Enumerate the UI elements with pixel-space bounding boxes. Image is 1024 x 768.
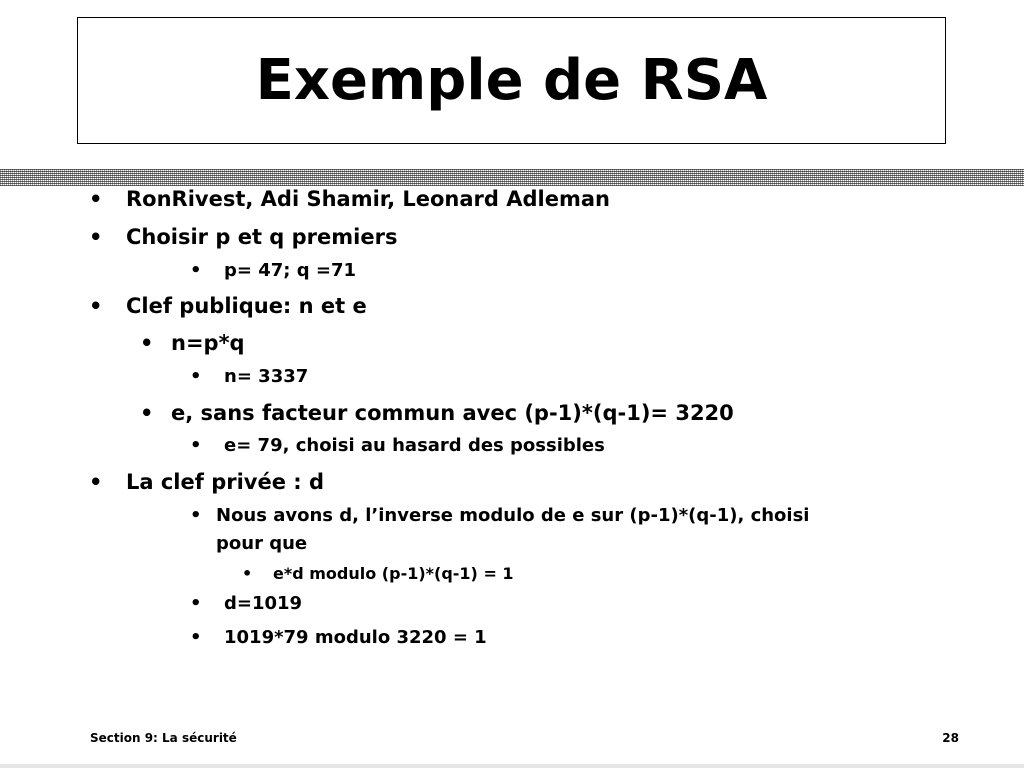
footer-section-label: Section 9: La sécurité (90, 731, 237, 745)
bullet-text-inverse-modulo-continued: pour que (216, 533, 308, 554)
bullet-icon: • (190, 627, 202, 648)
bullet-icon: • (89, 470, 103, 494)
bullet-text-n-value: n= 3337 (224, 366, 309, 387)
bullet-icon: • (89, 225, 103, 249)
bullet-text-d-value: d=1019 (224, 593, 303, 614)
bullet-text-public-key: Clef publique: n et e (126, 294, 367, 318)
bottom-edge (0, 764, 1024, 768)
bullet-text-ed-condition: e*d modulo (p-1)*(q-1) = 1 (273, 564, 514, 583)
slide-title: Exemple de RSA (255, 47, 768, 113)
bullet-text-e-value: e= 79, choisi au hasard des possibles (224, 435, 605, 456)
bullet-icon: • (242, 564, 253, 583)
bullet-icon: • (190, 593, 202, 614)
bullet-icon: • (140, 331, 154, 355)
bullet-icon: • (190, 505, 202, 526)
bullet-icon: • (140, 401, 154, 425)
bullet-icon: • (190, 366, 202, 387)
bullet-icon: • (89, 294, 103, 318)
bullet-text-n-formula: n=p*q (171, 331, 245, 355)
bullet-text-inventors: RonRivest, Adi Shamir, Leonard Adleman (126, 187, 610, 211)
bullet-icon: • (190, 260, 202, 281)
bullet-icon: • (89, 187, 103, 211)
bullet-text-inverse-modulo: Nous avons d, l’inverse modulo de e sur (p-1)*(q-1), choisi (216, 505, 810, 526)
bullet-text-private-key: La clef privée : d (126, 470, 325, 494)
bullet-text-choose-primes: Choisir p et q premiers (126, 225, 398, 249)
bullet-icon: • (190, 435, 202, 456)
bullet-text-e-condition: e, sans facteur commun avec (p-1)*(q-1)= 3220 (171, 401, 734, 425)
bullet-text-verification: 1019*79 modulo 3220 = 1 (224, 627, 487, 648)
bullet-text-p-q-values: p= 47; q =71 (224, 260, 357, 281)
footer-page-number: 28 (942, 731, 959, 745)
